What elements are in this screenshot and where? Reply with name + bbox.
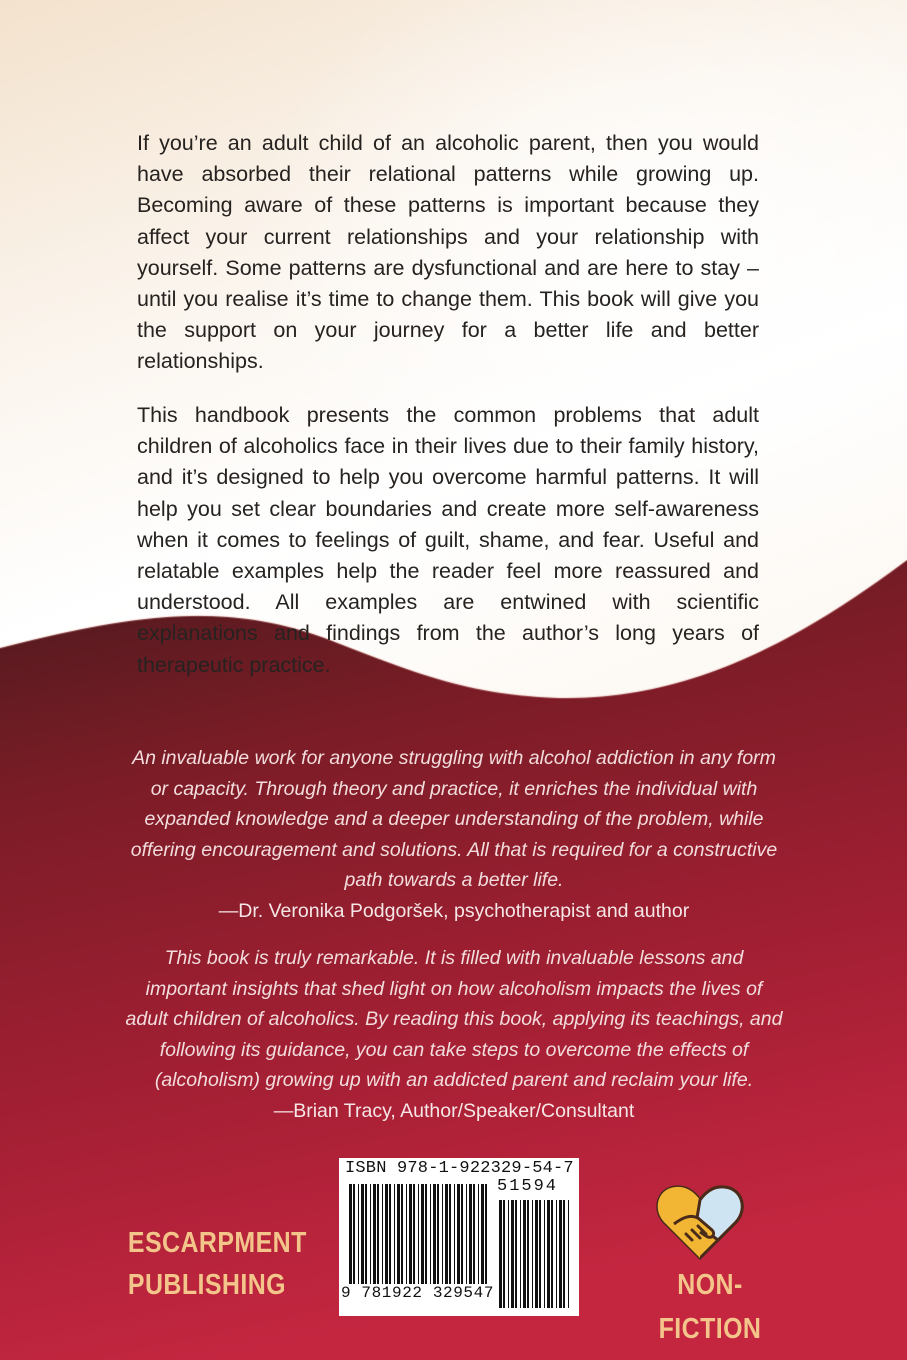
- blurb-paragraph-1: If you’re an adult child of an alcoholic parent, then you would have absorbed their relational patterns while growing up. Becoming aware of these patterns is important because they affect your current relationships and your relationship with yourself. Some patterns are dysfunctional and are here to stay – until you realise it’s time to change them. This book will give you the support on your journey for a better life and better relationships.: [137, 131, 759, 374]
- barcode-bar: [508, 1200, 509, 1308]
- barcode-bar: [556, 1200, 557, 1308]
- barcode-bar: [445, 1184, 448, 1290]
- barcode-bar: [349, 1184, 352, 1290]
- barcode-bar: [532, 1200, 533, 1308]
- barcode-bar: [499, 1200, 502, 1308]
- barcode-bar: [520, 1200, 521, 1308]
- barcode-bar: [413, 1184, 415, 1290]
- publisher-name-line-2: PUBLISHING: [127, 1269, 287, 1301]
- barcode-bar: [539, 1200, 541, 1308]
- barcode-bar: [535, 1200, 538, 1308]
- barcode-bar: [454, 1184, 455, 1290]
- barcode-bar: [478, 1184, 479, 1290]
- endorsement-1-attribution: —Dr. Veronika Podgoršek, psychotherapist and author: [218, 899, 690, 922]
- barcode-bar: [401, 1184, 403, 1290]
- price-addon-digits: 51594: [497, 1177, 559, 1196]
- barcode-bar: [551, 1200, 553, 1308]
- barcode-bar: [563, 1200, 565, 1308]
- ean-digits: 9 781922 329547: [341, 1284, 495, 1302]
- barcode-bar: [466, 1184, 467, 1290]
- barcode-bar: [421, 1184, 424, 1290]
- barcode-bar: [527, 1200, 529, 1308]
- barcode-bar: [437, 1184, 439, 1290]
- barcode-bar: [389, 1184, 391, 1290]
- barcode-bar: [377, 1184, 379, 1290]
- isbn-label: ISBN 978-1-922329-54-7: [345, 1159, 574, 1178]
- barcode-bar: [385, 1184, 388, 1290]
- barcode-bar: [559, 1200, 562, 1308]
- barcode-bar: [425, 1184, 427, 1290]
- barcode-bar: [515, 1200, 517, 1308]
- blurb-paragraph-2: This handbook presents the common problems that adult children of alcoholics face in their lives due to their family history, and it’s designed to help you overcome harmful patterns. It will help you set clear boundaries and create more self-awareness when it comes to feelings of guilt, shame, and fear. Useful and relatable examples help the reader feel more reassured and understood. All examples are entwined with scientific explanations and findings from the author’s long years of therapeutic practice.: [137, 403, 759, 677]
- endorsement-2-attribution: —Brian Tracy, Author/Speaker/Consultant: [273, 1099, 635, 1122]
- barcode-bar: [353, 1184, 355, 1290]
- publisher-name-line-1: ESCARPMENT: [127, 1227, 307, 1259]
- barcode-bar: [373, 1184, 376, 1290]
- barcode-bar: [547, 1200, 550, 1308]
- endorsement-2-text: This book is truly remarkable. It is filled with invaluable lessons and important insights that shed light on how alcoholism impacts the lives of adult children of alcoholics. By reading this book, applying its teachings, and following its guidance, you can take steps to overcome the effects of (alcoholism) growing up with an addicted parent and reclaim your life.: [125, 947, 783, 1092]
- barcode-bar: [457, 1184, 460, 1290]
- barcode-bar: [469, 1184, 472, 1290]
- barcode-bar: [409, 1184, 412, 1290]
- barcode-bar: [511, 1200, 514, 1308]
- barcode-bar: [461, 1184, 463, 1290]
- barcode-bar: [418, 1184, 419, 1290]
- barcode-bar: [365, 1184, 367, 1290]
- barcode-bar: [358, 1184, 359, 1290]
- endorsement-1-text: An invaluable work for anyone struggling with alcohol addiction in any form or capacity. Through theory and practice, it enriches the individual with expanded knowledge and a deeper understanding of the problem, while offering encouragement and solutions. All that is required for a constructive path towards a better life.: [130, 747, 778, 892]
- barcode-bar: [370, 1184, 371, 1290]
- barcode-bar: [544, 1200, 545, 1308]
- barcode-bar: [523, 1200, 526, 1308]
- barcode-bar: [568, 1200, 569, 1308]
- barcode-bar: [406, 1184, 407, 1290]
- barcode-bar: [430, 1184, 431, 1290]
- barcode-bar: [382, 1184, 383, 1290]
- barcode-bar: [394, 1184, 395, 1290]
- endorsement-1: [122, 743, 786, 927]
- barcode-bar: [442, 1184, 443, 1290]
- barcode-bar: [485, 1184, 487, 1290]
- barcode-bar: [473, 1184, 475, 1290]
- endorsement-2: [122, 943, 786, 1127]
- barcode-bar: [433, 1184, 436, 1290]
- barcode-bar: [397, 1184, 400, 1290]
- price-addon-bars: [499, 1200, 569, 1308]
- isbn-barcode: [339, 1158, 579, 1316]
- genre-label: NON-FICTION: [658, 1269, 762, 1345]
- barcode-bar: [449, 1184, 451, 1290]
- heart-handshake-icon: [656, 1184, 744, 1260]
- barcode-bar: [361, 1184, 364, 1290]
- barcode-bar: [481, 1184, 484, 1290]
- barcode-bar: [503, 1200, 505, 1308]
- ean-bars: [349, 1184, 487, 1290]
